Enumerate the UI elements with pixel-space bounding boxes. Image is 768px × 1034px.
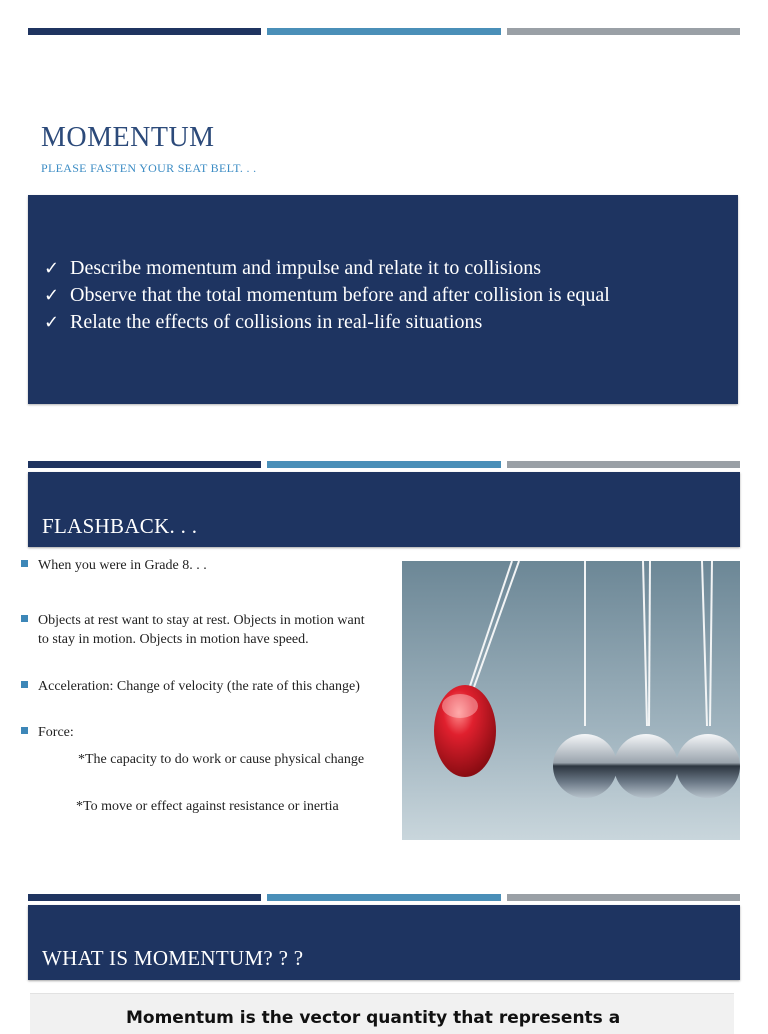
objective-text: Observe that the total momentum before and after collision is equal [70,284,610,306]
slide3-accent-bars [28,894,740,901]
force-item [18,797,363,816]
bullet-item [20,556,365,575]
pendulum-string [649,561,650,726]
slide1-subtitle: PLEASE FASTEN YOUR SEAT BELT. . . [41,161,257,175]
check-icon: ✓ [44,258,60,279]
slide1-accent-bars [28,28,740,35]
accent-bar-navy [28,28,261,35]
accent-bar-gray [507,28,740,35]
accent-bar-blue [267,461,500,468]
objective-text: Relate the effects of collisions in real-life situations [70,311,483,333]
bullet-text: Force: [38,725,74,740]
red-ball-highlight [442,694,478,718]
slide2-title-band [28,472,740,547]
newtons-cradle-illustration [402,561,740,840]
slide2-accent-bars [28,461,740,468]
accent-bar-navy [28,894,261,901]
slide2-title: FLASHBACK. . . [42,514,198,538]
check-icon: ✓ [44,312,60,333]
bullet-text: Acceleration: Change of velocity (the rate of this change) [38,679,360,694]
bullet-text: Objects at rest want to stay at rest. Objects in motion want to stay in motion. Objects in motion have speed. [38,613,365,647]
bullet-text: When you were in Grade 8. . . [38,558,207,573]
accent-bar-blue [267,28,500,35]
check-icon: ✓ [44,285,60,306]
square-bullet-icon [21,681,28,688]
accent-bar-gray [507,894,740,901]
bullet-item [20,723,365,742]
momentum-definition-text: Momentum is the vector quantity that represents a [126,1008,621,1028]
steel-ball [614,734,678,798]
newtons-cradle-image [402,561,740,840]
force-text: *To move or effect against resistance or inertia [76,799,339,814]
steel-ball [553,734,617,798]
objective-item [44,309,610,336]
accent-bar-gray [507,461,740,468]
square-bullet-icon [21,727,28,734]
slide3-title-band [28,905,740,980]
accent-bar-blue [267,894,500,901]
objectives-box [28,195,738,404]
slide3-title: WHAT IS MOMENTUM? ? ? [42,946,304,970]
force-text: *The capacity to do work or cause physical change [78,752,365,767]
bullet-item [20,677,365,696]
steel-ball [676,734,740,798]
objective-item [44,282,610,309]
square-bullet-icon [21,615,28,622]
objectives-list [44,255,610,336]
force-item [20,750,365,769]
momentum-definition-image [30,993,734,1034]
square-bullet-icon [21,560,28,567]
bullet-item [20,611,365,649]
slide1-title: MOMENTUM [41,122,215,153]
objective-item [44,255,610,282]
objective-text: Describe momentum and impulse and relate it to collisions [70,257,542,279]
accent-bar-navy [28,461,261,468]
